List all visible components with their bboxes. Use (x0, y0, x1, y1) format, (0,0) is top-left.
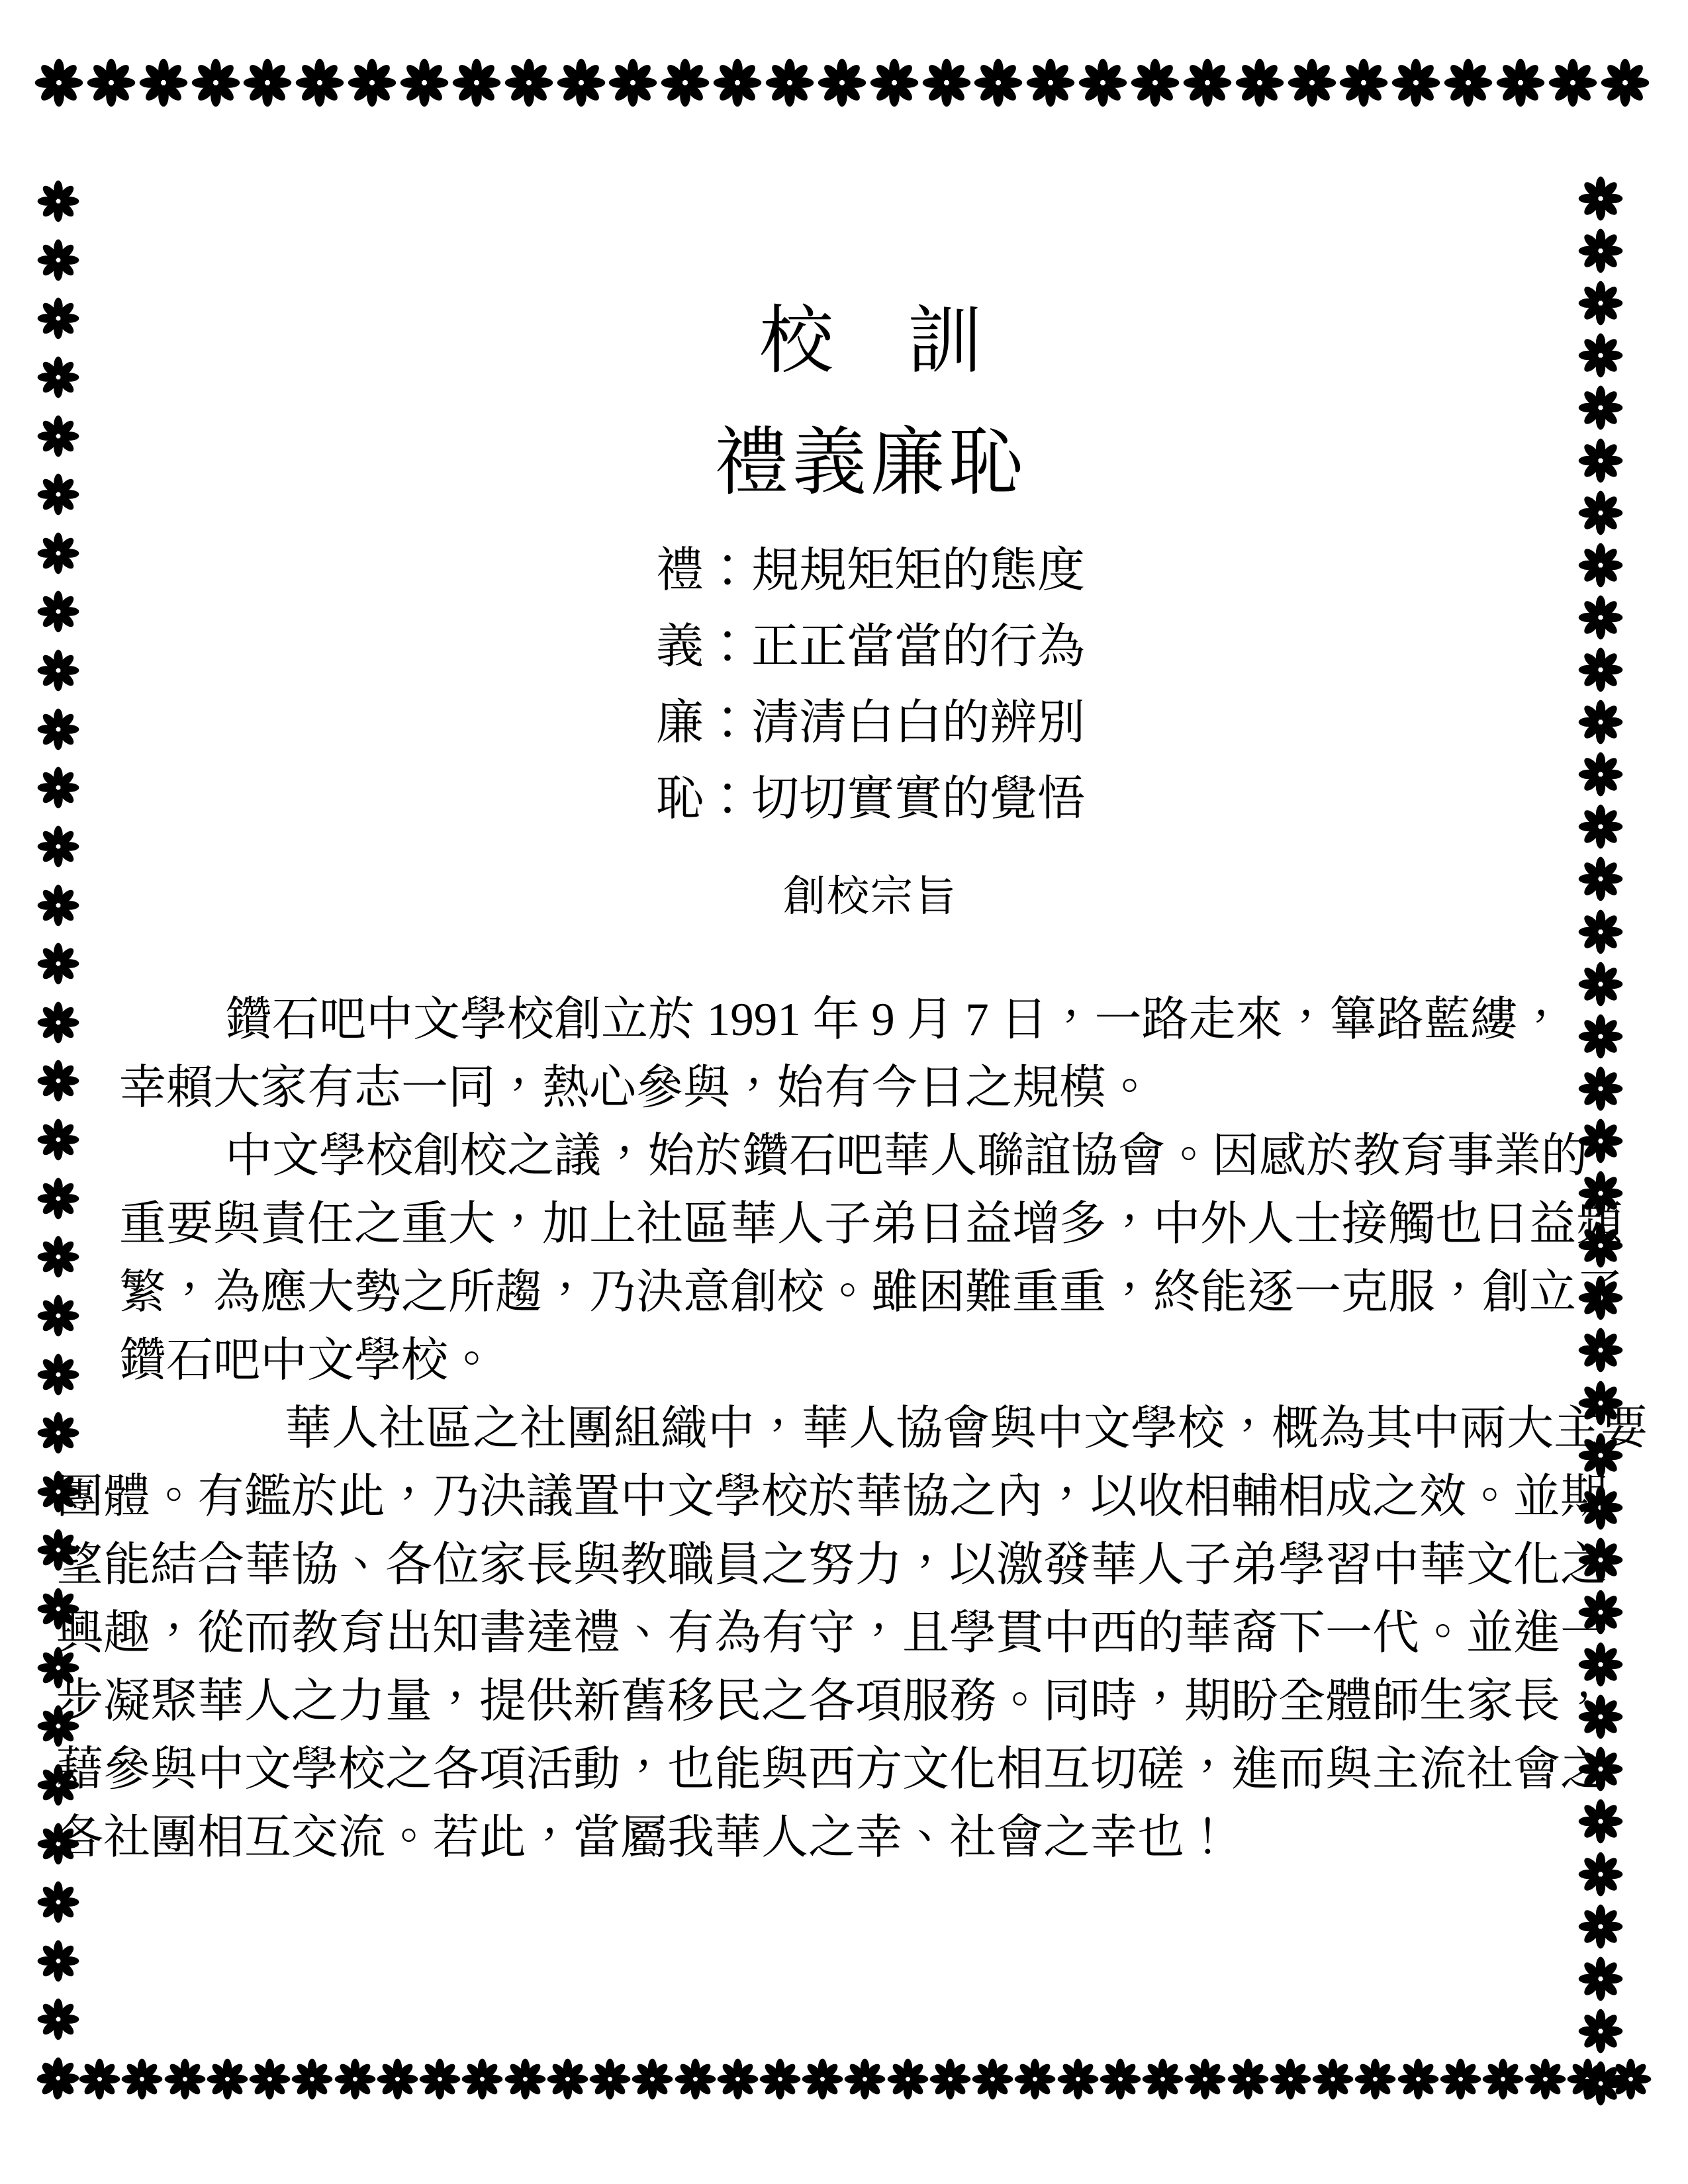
flower-asterisk-icon (887, 2058, 929, 2100)
virtue-definitions (656, 533, 1085, 837)
paragraph-line: 步凝聚華人之力量，提供新舊移民之各項服務。同時，期盼全體師生家長， (56, 1675, 1608, 1727)
flower-asterisk-icon (37, 708, 79, 751)
flower-asterisk-icon (1578, 1904, 1623, 1949)
flower-asterisk-icon (1397, 2058, 1439, 2100)
flower-asterisk-icon (1578, 2009, 1623, 2054)
flower-asterisk-icon (717, 2058, 759, 2100)
paragraph-line: 興趣，從而教育出知書達禮、有為有守，且學貫中西的華裔下一代。並進一 (56, 1607, 1608, 1659)
founding-purpose-body (56, 986, 1648, 1872)
flower-asterisk-icon (37, 590, 79, 633)
flower-asterisk-icon (37, 356, 79, 398)
flower-asterisk-icon (1524, 2058, 1566, 2100)
motto-virtues-text: 禮義廉恥 (714, 422, 1027, 504)
virtue-definition-yi: 義：正正當當的行為 (655, 619, 1085, 673)
flower-asterisk-icon (37, 415, 79, 457)
flower-asterisk-icon (377, 2058, 418, 2100)
flower-asterisk-icon (461, 2058, 503, 2100)
paragraph-line: 鑽石吧中文學校創立於 1991 年 9 月 7 日，一路走來，篳路藍縷， (225, 993, 1565, 1046)
flower-asterisk-icon (37, 1881, 79, 1923)
virtue-definition-chi: 恥：切切實實的覺悟 (655, 772, 1085, 825)
flower-asterisk-icon (1057, 2058, 1099, 2100)
flower-asterisk-icon (37, 1118, 79, 1161)
flower-asterisk-icon (37, 1353, 79, 1396)
paragraph-line: 望能結合華協、各位家長與教職員之努力，以激發華人子弟學習中華文化之 (56, 1539, 1608, 1591)
paragraph-line: 中文學校創校之議，始於鑽石吧華人聯誼協會。因感於教育事業的 (225, 1130, 1589, 1182)
flower-asterisk-icon (37, 180, 79, 222)
flower-asterisk-icon (79, 2058, 120, 2100)
flower-asterisk-icon (1578, 2061, 1623, 2106)
flower-asterisk-icon (1014, 2058, 1056, 2100)
flower-asterisk-icon (249, 2058, 291, 2100)
virtue-definition-li: 禮：規規矩矩的態度 (655, 543, 1085, 597)
flower-asterisk-icon (1270, 2058, 1311, 2100)
flower-asterisk-icon (1312, 2058, 1354, 2100)
flower-asterisk-icon (207, 2058, 248, 2100)
founding-purpose-heading: 創校宗旨 (783, 872, 958, 920)
flower-asterisk-icon (1227, 2058, 1269, 2100)
paragraph-line: 華人社區之社團組織中，華人協會與中文學校，概為其中兩大主要 (285, 1402, 1648, 1455)
flower-asterisk-icon (37, 1412, 79, 1454)
flower-asterisk-icon (972, 2058, 1013, 2100)
flower-asterisk-icon (589, 2058, 631, 2100)
paragraph-line: 藉參與中文學校之各項活動，也能與西方文化相互切磋，進而與主流社會之 (56, 1743, 1608, 1796)
flower-asterisk-icon (675, 2058, 716, 2100)
flower-asterisk-icon (1184, 2058, 1226, 2100)
paragraph-line: 各社團相互交流。若此，當屬我華人之幸、社會之幸也！ (56, 1811, 1232, 1864)
flower-asterisk-icon (632, 2058, 673, 2100)
flower-asterisk-icon (1142, 2058, 1184, 2100)
flower-asterisk-icon (164, 2058, 206, 2100)
flower-asterisk-icon (37, 473, 79, 516)
flower-asterisk-icon (1440, 2058, 1481, 2100)
flower-asterisk-icon (759, 2058, 801, 2100)
flower-asterisk-icon (37, 1001, 79, 1044)
school-motto-heading: 校 訓 (759, 300, 982, 383)
flower-asterisk-icon (1482, 2058, 1524, 2100)
flower-asterisk-icon (1100, 2058, 1141, 2100)
flower-asterisk-icon (34, 58, 83, 107)
flower-asterisk-icon (929, 2058, 971, 2100)
flower-asterisk-icon (419, 2058, 461, 2100)
flower-asterisk-icon (37, 239, 79, 281)
flower-asterisk-icon (334, 2058, 376, 2100)
paragraph-line: 重要與責任之重大，加上社區華人子弟日益增多，中外人士接觸也日益頻 (119, 1198, 1624, 1250)
flower-asterisk-icon (37, 1177, 79, 1220)
virtue-definition-lian: 廉：清清白白的辨別 (655, 696, 1085, 749)
paragraph-line: 繁，為應大勢之所趨，乃決意創校。雖困難重重，終能逐一克服，創立了 (119, 1266, 1624, 1318)
paragraph-line: 幸賴大家有志一同，熱心參與，始有今日之規模。 (119, 1062, 1154, 1114)
flower-asterisk-icon (37, 825, 79, 868)
flower-asterisk-icon (121, 2058, 163, 2100)
flower-asterisk-icon (37, 649, 79, 692)
flower-asterisk-icon (37, 884, 79, 927)
flower-asterisk-icon (37, 1060, 79, 1102)
flower-asterisk-icon (504, 2058, 546, 2100)
flower-asterisk-icon (547, 2058, 588, 2100)
flower-asterisk-icon (37, 2057, 79, 2099)
flower-asterisk-icon (37, 942, 79, 985)
paragraph-line: 鑽石吧中文學校。 (119, 1334, 496, 1387)
flower-asterisk-icon (37, 1236, 79, 1278)
flower-asterisk-icon (37, 297, 79, 340)
decorative-border-bottom (36, 2058, 1652, 2100)
flower-asterisk-icon (37, 1295, 79, 1337)
flower-asterisk-icon (802, 2058, 843, 2100)
paragraph-line: 團體。有鑑於此，乃決議置中文學校於華協之內，以收相輔相成之效。並期 (56, 1471, 1608, 1523)
flower-asterisk-icon (37, 1998, 79, 2040)
flower-asterisk-icon (1354, 2058, 1396, 2100)
flower-asterisk-icon (291, 2058, 333, 2100)
flower-asterisk-icon (1578, 1956, 1623, 2001)
document-content (56, 0, 1648, 1872)
flower-asterisk-icon (37, 532, 79, 574)
flower-asterisk-icon (844, 2058, 886, 2100)
flower-asterisk-icon (37, 766, 79, 809)
flower-asterisk-icon (37, 1940, 79, 1982)
